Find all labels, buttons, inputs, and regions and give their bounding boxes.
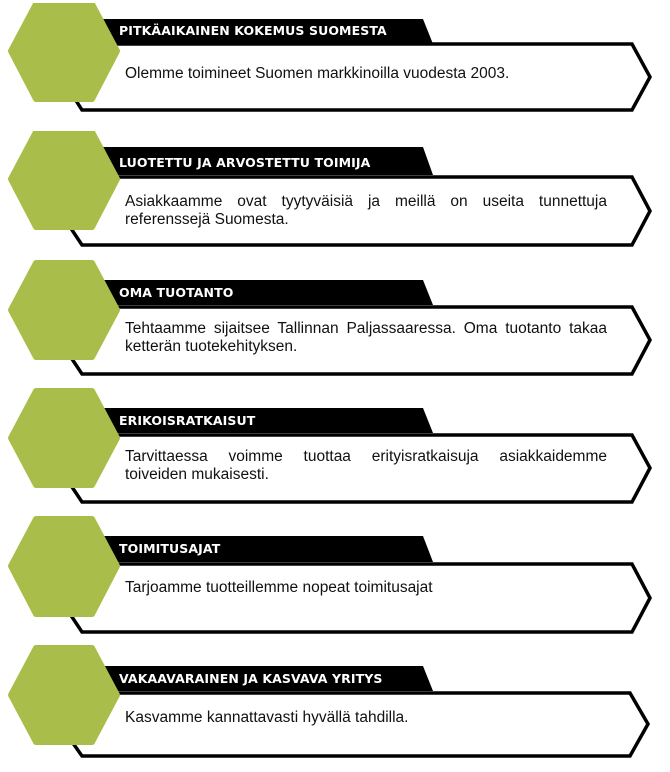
feature-title: ERIKOISRATKAISUT: [119, 413, 256, 428]
feature-row-5: [0, 516, 670, 644]
hexagon-icon: [11, 519, 117, 614]
feature-row-6: [0, 644, 670, 772]
feature-row-3: [0, 260, 670, 388]
feature-text: Asiakkaamme ovat tyytyväisiä ja meillä on useita tunnettuja referenssejä Suomesta.: [125, 193, 607, 228]
feature-title: TOIMITUSAJAT: [119, 541, 221, 556]
feature-text: Kasvamme kannattavasti hyvällä tahdilla.: [125, 709, 409, 726]
feature-text: Olemme toimineet Suomen markkinoilla vuodesta 2003.: [125, 65, 510, 82]
content-box: [70, 564, 650, 632]
feature-text: Tehtaamme sijaitsee Tallinnan Paljassaaressa. Oma tuotanto takaa ketterän tuotekehityksen.: [125, 320, 607, 355]
feature-row-1: [0, 3, 670, 131]
feature-row-4: [0, 388, 670, 516]
hexagon-icon: [11, 132, 117, 227]
feature-title: LUOTETTU JA ARVOSTETTU TOIMIJA: [119, 155, 371, 170]
feature-text: Tarvittaessa voimme tuottaa erityisratkaisuja asiakkaidemme toiveiden mukaisesti.: [125, 448, 607, 483]
feature-title: PITKÄAIKAINEN KOKEMUS SUOMESTA: [119, 23, 387, 38]
feature-frame: [0, 644, 670, 772]
feature-row-2: [0, 131, 670, 259]
hexagon-icon: [11, 648, 117, 742]
feature-text: Tarjoamme tuotteillemme nopeat toimitusajat: [125, 579, 433, 596]
hexagon-icon: [11, 391, 117, 485]
feature-title: VAKAAVARAINEN JA KASVAVA YRITYS: [119, 671, 383, 686]
hexagon-icon: [11, 4, 117, 99]
feature-title: OMA TUOTANTO: [119, 285, 234, 300]
hexagon-icon: [11, 263, 117, 357]
